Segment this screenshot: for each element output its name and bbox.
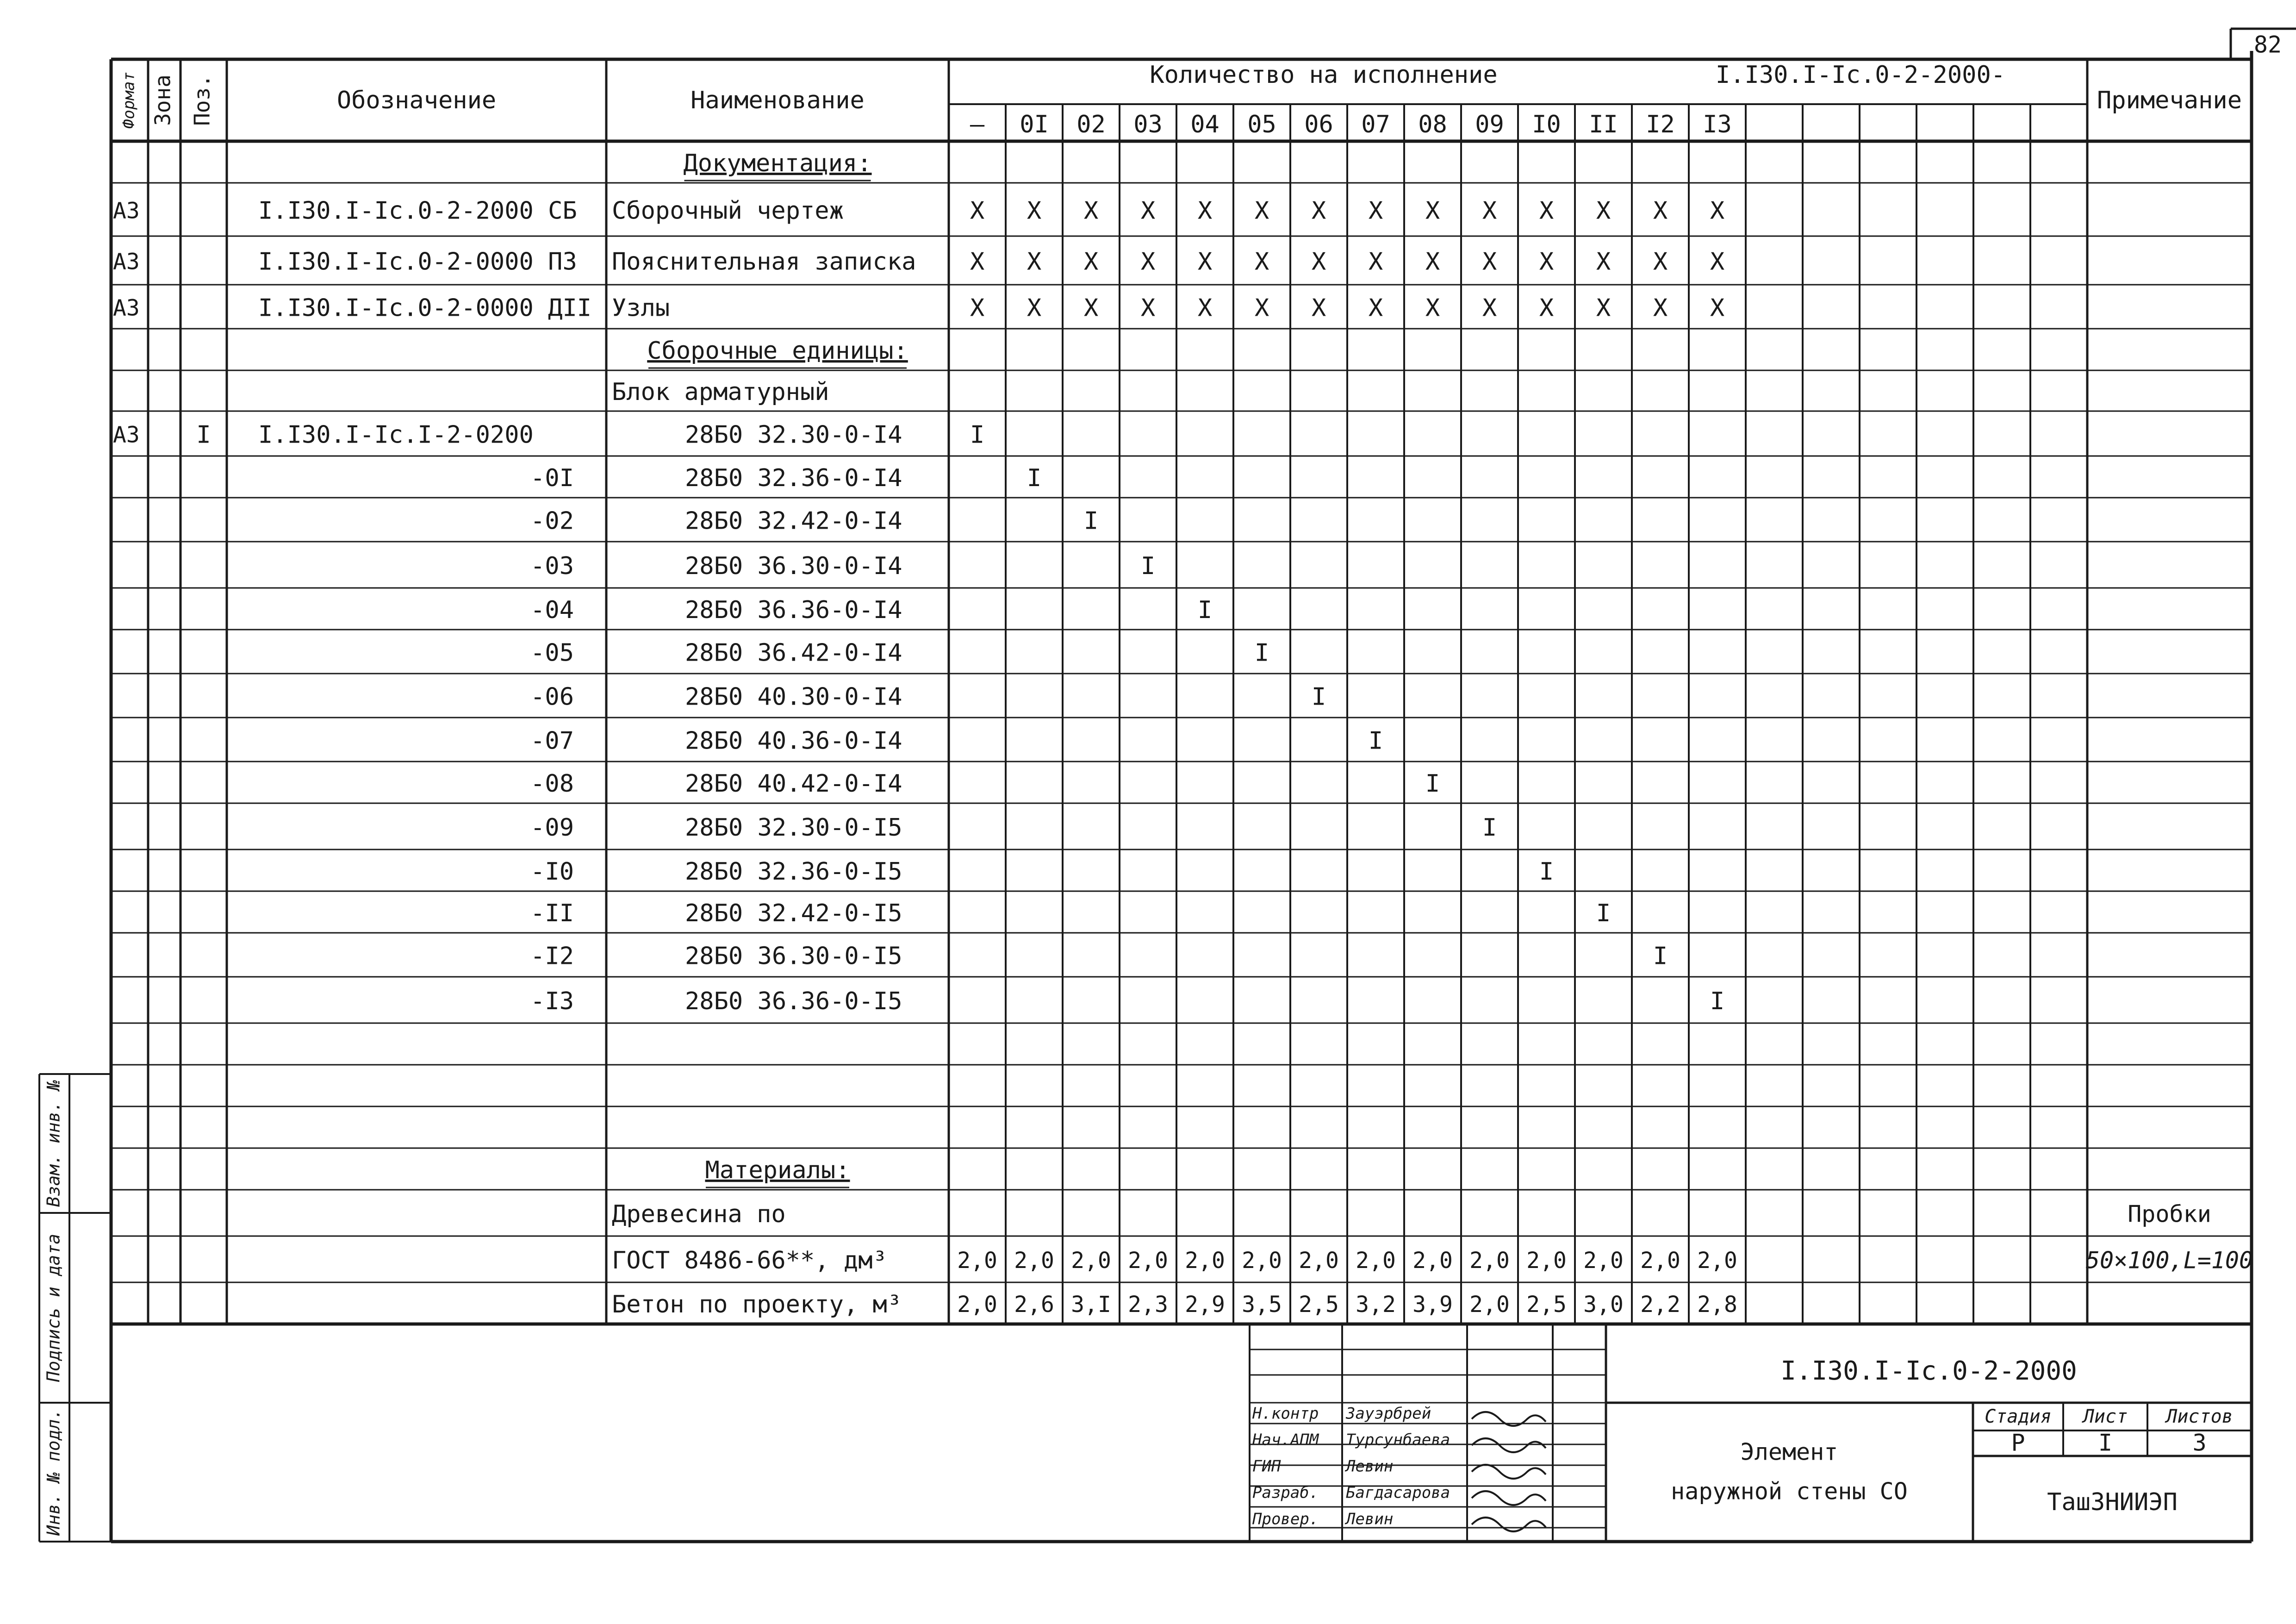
variant-header: – bbox=[970, 111, 985, 138]
quantity-cell: 2,8 bbox=[1697, 1292, 1737, 1318]
cell-designation: -I3 bbox=[530, 987, 574, 1015]
quantity-cell: 2,0 bbox=[1583, 1248, 1624, 1274]
object-name-line1: Элемент bbox=[1740, 1438, 1838, 1466]
document-code: I.I30.I-Ic.0-2-2000 bbox=[1780, 1356, 2077, 1387]
quantity-cell: 2,0 bbox=[1071, 1248, 1111, 1274]
variant-header: II bbox=[1589, 111, 1618, 138]
cell-designation: -09 bbox=[530, 814, 574, 842]
variant-header: I2 bbox=[1646, 111, 1675, 138]
cell-name: Древесина по bbox=[612, 1200, 786, 1228]
cell-designation: -02 bbox=[530, 507, 574, 535]
signature-scribble bbox=[1472, 1518, 1546, 1531]
section-heading: Документация: bbox=[683, 150, 872, 177]
quantity-cell: X bbox=[970, 294, 985, 322]
quantity-cell: X bbox=[1710, 248, 1725, 276]
cell-name: 28Б0 32.42-0-I5 bbox=[685, 899, 902, 927]
quantity-cell: 3,9 bbox=[1412, 1292, 1453, 1318]
cell-designation: -07 bbox=[530, 727, 574, 755]
quantity-cell: X bbox=[1140, 248, 1156, 276]
quantity-cell: X bbox=[1425, 197, 1440, 225]
quantity-cell: X bbox=[1027, 248, 1042, 276]
signature-role: Разраб. bbox=[1252, 1483, 1319, 1502]
quantity-cell: X bbox=[1311, 197, 1326, 225]
cell-name: 28Б0 36.36-0-I4 bbox=[685, 596, 902, 624]
quantity-cell: X bbox=[1653, 197, 1668, 225]
cell-designation: -04 bbox=[530, 596, 574, 624]
quantity-cell: X bbox=[1254, 248, 1269, 276]
quantity-cell: X bbox=[1254, 294, 1269, 322]
quantity-cell: 3,5 bbox=[1242, 1292, 1282, 1318]
cell-name: 28Б0 36.42-0-I4 bbox=[685, 639, 902, 667]
signature-scribble bbox=[1472, 1465, 1546, 1479]
quantity-cell: I bbox=[1482, 814, 1497, 842]
quantity-cell: X bbox=[1311, 294, 1326, 322]
quantity-cell: X bbox=[1482, 294, 1497, 322]
cell-designation: I.I30.I-Ic.0-2-2000 СБ bbox=[258, 197, 577, 225]
quantity-cell: X bbox=[1539, 197, 1554, 225]
quantity-cell: X bbox=[1027, 197, 1042, 225]
quantity-cell: I bbox=[1368, 727, 1383, 755]
cell-note: 50×100,L=100 bbox=[2085, 1247, 2253, 1274]
title-block-value: Р bbox=[2011, 1429, 2025, 1456]
cell-name: 28Б0 32.30-0-I5 bbox=[685, 814, 902, 842]
title-block-value: I bbox=[2098, 1429, 2113, 1456]
quantity-cell: X bbox=[1140, 197, 1156, 225]
cell-name: 28Б0 36.30-0-I4 bbox=[685, 552, 902, 580]
signature-role: Н.контр bbox=[1252, 1404, 1319, 1423]
quantity-cell: I bbox=[1140, 552, 1156, 580]
section-heading: Материалы: bbox=[705, 1156, 850, 1184]
quantity-cell: I bbox=[1083, 507, 1099, 535]
quantity-cell: I bbox=[1311, 683, 1326, 711]
cell-designation: -08 bbox=[530, 770, 574, 798]
quantity-cell: X bbox=[1368, 294, 1383, 322]
cell-name: Бетон по проекту, м³ bbox=[612, 1291, 902, 1318]
cell-name: 28Б0 40.42-0-I4 bbox=[685, 770, 902, 798]
cell-designation: -II bbox=[530, 899, 574, 927]
cell-designation: -03 bbox=[530, 552, 574, 580]
cell-name: 28Б0 36.36-0-I5 bbox=[685, 987, 902, 1015]
quantity-cell: X bbox=[1083, 197, 1099, 225]
header-name: Наименование bbox=[691, 87, 865, 114]
cell-designation: -I2 bbox=[530, 942, 574, 970]
quantity-cell: I bbox=[1425, 770, 1440, 798]
signature-name: Левин bbox=[1346, 1510, 1394, 1529]
cell-name: 28Б0 32.42-0-I4 bbox=[685, 507, 902, 535]
quantity-cell: 2,0 bbox=[1469, 1248, 1510, 1274]
title-block-label: Лист bbox=[2083, 1406, 2128, 1427]
side-stamp-label: Инв. № подл. bbox=[43, 1408, 64, 1536]
quantity-cell: I bbox=[1653, 942, 1668, 970]
quantity-cell: 2,0 bbox=[1640, 1248, 1680, 1274]
signature-role: Нач.АПМ bbox=[1252, 1430, 1319, 1449]
quantity-cell: I bbox=[1254, 639, 1269, 667]
quantity-cell: X bbox=[1083, 248, 1099, 276]
quantity-cell: X bbox=[1254, 197, 1269, 225]
signature-name: Турсунбаева bbox=[1346, 1430, 1450, 1449]
section-heading: Сборочные единицы: bbox=[647, 337, 908, 365]
signature-role: ГИП bbox=[1252, 1457, 1281, 1476]
quantity-cell: 3,I bbox=[1071, 1292, 1111, 1318]
quantity-cell: X bbox=[1482, 248, 1497, 276]
cell-name: 28Б0 32.30-0-I4 bbox=[685, 421, 902, 449]
quantity-cell: 2,0 bbox=[1014, 1248, 1054, 1274]
signature-scribble bbox=[1472, 1438, 1546, 1452]
header-quantity: Количество на исполнение bbox=[1150, 61, 1498, 89]
variant-header: 03 bbox=[1133, 111, 1163, 138]
title-block-value: 3 bbox=[2192, 1429, 2207, 1456]
signature-scribble bbox=[1472, 1491, 1546, 1505]
object-name-line2: наружной стены СО bbox=[1671, 1478, 1908, 1505]
signature-name: Багдасарова bbox=[1346, 1483, 1450, 1502]
quantity-cell: I bbox=[1710, 987, 1725, 1015]
quantity-cell: X bbox=[1710, 197, 1725, 225]
quantity-cell: 2,0 bbox=[957, 1248, 997, 1274]
side-stamp-label: Взам. инв. № bbox=[43, 1080, 64, 1207]
quantity-cell: X bbox=[1482, 197, 1497, 225]
quantity-cell: X bbox=[1653, 294, 1668, 322]
quantity-cell: X bbox=[1197, 248, 1213, 276]
cell-name: Сборочный чертеж bbox=[612, 197, 844, 225]
cell-name: Блок арматурный bbox=[612, 378, 829, 406]
quantity-cell: X bbox=[1710, 294, 1725, 322]
signature-role: Провер. bbox=[1252, 1510, 1319, 1529]
cell-format: А3 bbox=[113, 198, 140, 224]
quantity-cell: I bbox=[1539, 858, 1554, 886]
quantity-cell: X bbox=[1197, 294, 1213, 322]
quantity-cell: X bbox=[1140, 294, 1156, 322]
quantity-cell: 3,0 bbox=[1583, 1292, 1624, 1318]
quantity-cell: X bbox=[1425, 248, 1440, 276]
quantity-cell: 2,0 bbox=[1469, 1292, 1510, 1318]
cell-pos: I bbox=[196, 421, 211, 449]
title-block-label: Стадия bbox=[1985, 1406, 2052, 1427]
quantity-cell: X bbox=[1596, 294, 1611, 322]
variant-header: 08 bbox=[1418, 111, 1447, 138]
signature-name: Левин bbox=[1346, 1457, 1394, 1476]
side-stamp-label: Подпись и дата bbox=[43, 1233, 64, 1382]
cell-designation: -05 bbox=[530, 639, 574, 667]
quantity-cell: I bbox=[970, 421, 985, 449]
header-note: Примечание bbox=[2097, 87, 2242, 114]
signature-name: Зауэрбрей bbox=[1346, 1404, 1431, 1423]
cell-designation: -06 bbox=[530, 683, 574, 711]
header-document-code: I.I30.I-Ic.0-2-2000- bbox=[1715, 61, 2006, 89]
quantity-cell: 2,2 bbox=[1640, 1292, 1680, 1318]
quantity-cell: 3,2 bbox=[1356, 1292, 1396, 1318]
quantity-cell: X bbox=[1653, 248, 1668, 276]
variant-header: 04 bbox=[1190, 111, 1220, 138]
cell-name: Пояснительная записка bbox=[612, 248, 916, 276]
quantity-cell: 2,0 bbox=[1128, 1248, 1168, 1274]
quantity-cell: I bbox=[1596, 899, 1611, 927]
cell-format: А3 bbox=[113, 295, 140, 321]
quantity-cell: X bbox=[1368, 197, 1383, 225]
quantity-cell: 2,0 bbox=[957, 1292, 997, 1318]
cell-designation: I.I30.I-Ic.I-2-0200 bbox=[258, 421, 534, 449]
quantity-cell: X bbox=[970, 248, 985, 276]
cell-name: 28Б0 40.30-0-I4 bbox=[685, 683, 902, 711]
cell-format: А3 bbox=[113, 249, 140, 275]
quantity-cell: 2,0 bbox=[1185, 1248, 1225, 1274]
quantity-cell: X bbox=[970, 197, 985, 225]
cell-name: Узлы bbox=[612, 294, 670, 322]
variant-header: 05 bbox=[1247, 111, 1276, 138]
quantity-cell: 2,0 bbox=[1526, 1248, 1567, 1274]
cell-name: 28Б0 36.30-0-I5 bbox=[685, 942, 902, 970]
variant-header: 0I bbox=[1020, 111, 1049, 138]
quantity-cell: I bbox=[1197, 596, 1213, 624]
variant-header: 07 bbox=[1361, 111, 1390, 138]
quantity-cell: I bbox=[1027, 464, 1042, 492]
quantity-cell: 2,5 bbox=[1299, 1292, 1339, 1318]
quantity-cell: X bbox=[1311, 248, 1326, 276]
quantity-cell: X bbox=[1197, 197, 1213, 225]
quantity-cell: 2,0 bbox=[1697, 1248, 1737, 1274]
header-format: Формат bbox=[119, 72, 138, 129]
variant-header: 09 bbox=[1475, 111, 1504, 138]
quantity-cell: 2,0 bbox=[1412, 1248, 1453, 1274]
quantity-cell: 2,0 bbox=[1299, 1248, 1339, 1274]
header-zone: Зона bbox=[150, 75, 175, 126]
cell-name: 28Б0 32.36-0-I5 bbox=[685, 858, 902, 886]
quantity-cell: X bbox=[1425, 294, 1440, 322]
quantity-cell: X bbox=[1539, 248, 1554, 276]
page-number: 82 bbox=[2253, 31, 2282, 58]
quantity-cell: X bbox=[1596, 197, 1611, 225]
cell-name: 28Б0 40.36-0-I4 bbox=[685, 727, 902, 755]
quantity-cell: X bbox=[1368, 248, 1383, 276]
quantity-cell: X bbox=[1539, 294, 1554, 322]
title-block-label: Листов bbox=[2166, 1406, 2233, 1427]
cell-designation: I.I30.I-Ic.0-2-0000 ДII bbox=[258, 294, 592, 322]
quantity-cell: X bbox=[1083, 294, 1099, 322]
cell-designation: -I0 bbox=[530, 858, 574, 886]
header-designation: Обозначение bbox=[336, 87, 497, 114]
quantity-cell: 2,5 bbox=[1526, 1292, 1567, 1318]
variant-header: 06 bbox=[1304, 111, 1333, 138]
variant-header: I3 bbox=[1703, 111, 1732, 138]
quantity-cell: X bbox=[1027, 294, 1042, 322]
cell-note: Пробки bbox=[2128, 1200, 2211, 1228]
cell-designation: I.I30.I-Ic.0-2-0000 ПЗ bbox=[258, 248, 577, 276]
cell-name: 28Б0 32.36-0-I4 bbox=[685, 464, 902, 492]
quantity-cell: 2,0 bbox=[1356, 1248, 1396, 1274]
quantity-cell: 2,3 bbox=[1128, 1292, 1168, 1318]
header-pos: Поз. bbox=[189, 75, 215, 126]
organization: ТашЗНИИЭП bbox=[2047, 1488, 2178, 1516]
cell-designation: -0I bbox=[530, 464, 574, 492]
cell-format: А3 bbox=[113, 422, 140, 448]
quantity-cell: 2,0 bbox=[1242, 1248, 1282, 1274]
quantity-cell: 2,9 bbox=[1185, 1292, 1225, 1318]
variant-header: I0 bbox=[1532, 111, 1561, 138]
cell-name: ГОСТ 8486-66**, дм³ bbox=[612, 1247, 887, 1274]
variant-header: 02 bbox=[1076, 111, 1106, 138]
quantity-cell: X bbox=[1596, 248, 1611, 276]
quantity-cell: 2,6 bbox=[1014, 1292, 1054, 1318]
table-content bbox=[44, 31, 2282, 1537]
